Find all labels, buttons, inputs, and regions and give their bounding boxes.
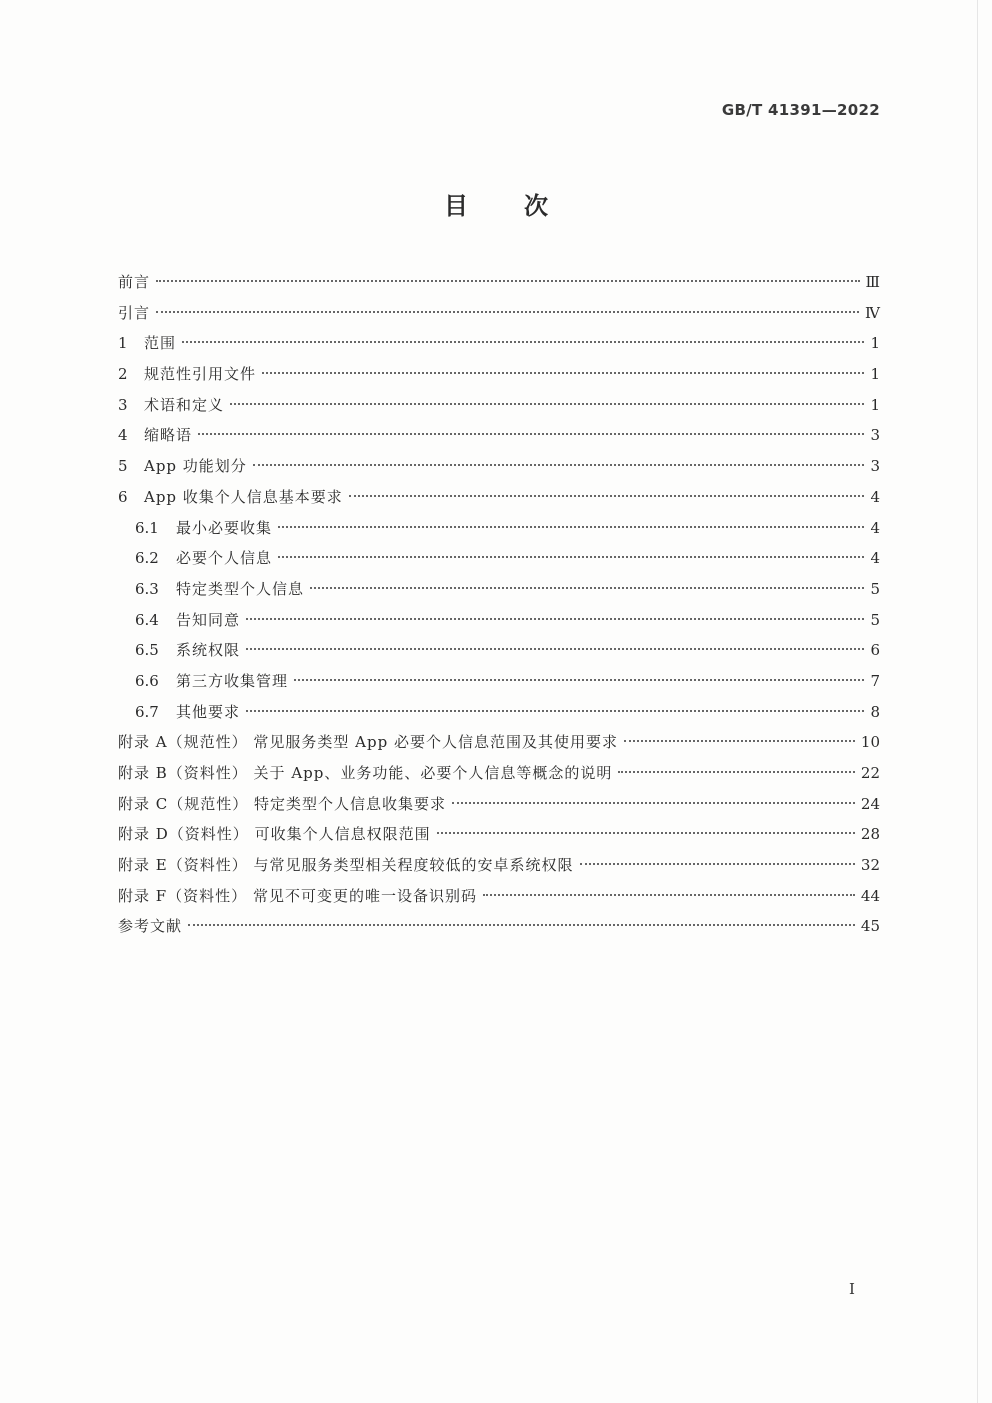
toc-entry-page: 10: [860, 733, 880, 752]
toc-entry-page: 28: [860, 825, 880, 844]
toc-entry[interactable]: [118, 850, 880, 881]
toc-entry-label: 前言: [118, 273, 151, 291]
toc-entry-page: 22: [860, 764, 880, 782]
toc-entry[interactable]: [118, 881, 880, 912]
toc-entry[interactable]: [118, 727, 880, 758]
toc-entry-page: 6: [870, 641, 880, 660]
toc-entry[interactable]: [118, 513, 880, 544]
toc-dot-leader: [246, 648, 864, 650]
toc-entry[interactable]: [118, 911, 880, 942]
toc-entry[interactable]: [118, 574, 880, 605]
toc-entry-page: 3: [870, 426, 880, 445]
toc-dot-leader: [156, 311, 859, 313]
toc-entry-label: 第三方收集管理: [176, 671, 289, 690]
toc-entry-label: 必要个人信息: [176, 549, 273, 568]
toc-entry[interactable]: [118, 758, 880, 789]
toc-dot-leader: [278, 526, 864, 528]
toc-entry-label: 缩略语: [144, 426, 193, 445]
toc-entry-page: Ⅲ: [865, 273, 880, 291]
toc-entry-number: 6.4: [135, 610, 159, 629]
toc-entry-page: Ⅳ: [865, 303, 880, 322]
toc-entry-number: 5: [118, 457, 128, 476]
toc-entry-label: 参考文献: [118, 917, 183, 936]
toc-entry-number: 2: [118, 365, 128, 384]
toc-title-char-1: 目: [444, 192, 468, 220]
toc-entry-number: 6.3: [135, 579, 159, 598]
toc-dot-leader: [246, 710, 864, 712]
toc-entry-number: 6.5: [135, 641, 159, 660]
toc-entry[interactable]: [118, 666, 880, 697]
toc-entry[interactable]: [118, 298, 880, 329]
toc-entry-label: 系统权限: [176, 641, 241, 660]
toc-entry-label: 范围: [144, 334, 177, 353]
toc-dot-leader: [253, 464, 864, 466]
toc-dot-leader: [278, 556, 864, 558]
toc-dot-leader: [188, 924, 855, 926]
toc-entry-page: 7: [870, 671, 880, 690]
toc-entry-label: 附录 D（资料性） 可收集个人信息权限范围: [118, 825, 431, 844]
toc-entry-page: 45: [860, 917, 880, 936]
toc-dot-leader: [624, 740, 855, 742]
toc-dot-leader: [262, 372, 864, 374]
toc-entry-label: 引言: [118, 303, 151, 322]
toc-entry-number: 4: [118, 426, 128, 445]
toc-dot-leader: [580, 863, 855, 865]
toc-entry-number: 6: [118, 487, 128, 506]
toc-entry[interactable]: [118, 420, 880, 451]
toc-entry-label: App 功能划分: [144, 457, 247, 476]
toc-entry[interactable]: [118, 390, 880, 421]
toc-entry-page: 44: [860, 886, 880, 905]
toc-title-char-2: 次: [524, 192, 548, 220]
toc-entry[interactable]: [118, 819, 880, 850]
toc-entry-label: 附录 F（资料性） 常见不可变更的唯一设备识别码: [118, 886, 477, 905]
page-number: I: [849, 1280, 855, 1298]
table-of-contents: [118, 267, 880, 942]
toc-entry-label: 术语和定义: [144, 395, 225, 414]
toc-entry-number: 6.2: [135, 549, 159, 568]
toc-dot-leader: [437, 832, 855, 834]
toc-entry[interactable]: [118, 635, 880, 666]
toc-entry[interactable]: [118, 789, 880, 820]
toc-dot-leader: [452, 802, 855, 804]
toc-entry-page: 1: [870, 334, 880, 353]
toc-dot-leader: [246, 618, 864, 620]
toc-dot-leader: [230, 403, 864, 405]
toc-entry[interactable]: [118, 267, 880, 298]
toc-entry-label: 特定类型个人信息: [176, 579, 305, 598]
toc-entry[interactable]: [118, 543, 880, 574]
toc-entry-label: 附录 E（资料性） 与常见服务类型相关程度较低的安卓系统权限: [118, 856, 574, 875]
toc-entry-page: 1: [870, 395, 880, 414]
toc-entry-number: 6.6: [135, 671, 159, 690]
toc-entry-number: 3: [118, 395, 128, 414]
toc-entry-page: 3: [870, 457, 880, 476]
toc-entry[interactable]: [118, 359, 880, 390]
toc-dot-leader: [618, 771, 855, 773]
toc-entry-label: 附录 B（资料性） 关于 App、业务功能、必要个人信息等概念的说明: [118, 764, 613, 782]
toc-dot-leader: [349, 495, 864, 497]
toc-entry[interactable]: [118, 605, 880, 636]
toc-title: [0, 186, 992, 221]
toc-entry-page: 4: [870, 487, 880, 506]
toc-dot-leader: [198, 433, 864, 435]
toc-entry[interactable]: [118, 451, 880, 482]
toc-entry[interactable]: [118, 482, 880, 513]
toc-entry-label: 规范性引用文件: [144, 365, 257, 384]
standard-code: GB/T 41391—2022: [721, 101, 880, 119]
toc-entry-label: 附录 A（规范性） 常见服务类型 App 必要个人信息范围及其使用要求: [118, 733, 618, 752]
toc-entry-page: 8: [870, 702, 880, 721]
toc-dot-leader: [294, 679, 864, 681]
toc-entry-label: 告知同意: [176, 610, 241, 629]
toc-entry-page: 5: [870, 579, 880, 598]
toc-entry-page: 24: [860, 794, 880, 813]
toc-dot-leader: [156, 280, 860, 282]
toc-entry[interactable]: [118, 328, 880, 359]
toc-dot-leader: [182, 341, 864, 343]
toc-entry-page: 32: [860, 856, 880, 875]
toc-entry-page: 1: [870, 365, 880, 384]
toc-entry-label: 最小必要收集: [176, 518, 273, 537]
toc-entry-number: 1: [118, 334, 128, 353]
toc-entry-label: 其他要求: [176, 702, 241, 721]
toc-entry-label: App 收集个人信息基本要求: [144, 487, 343, 506]
toc-entry-number: 6.7: [135, 702, 159, 721]
toc-dot-leader: [483, 894, 855, 896]
toc-dot-leader: [310, 587, 864, 589]
toc-entry-number: 6.1: [135, 518, 159, 537]
toc-entry[interactable]: [118, 697, 880, 728]
toc-entry-label: 附录 C（规范性） 特定类型个人信息收集要求: [118, 794, 447, 813]
toc-entry-page: 4: [870, 518, 880, 537]
toc-entry-page: 4: [870, 549, 880, 568]
toc-entry-page: 5: [870, 610, 880, 629]
